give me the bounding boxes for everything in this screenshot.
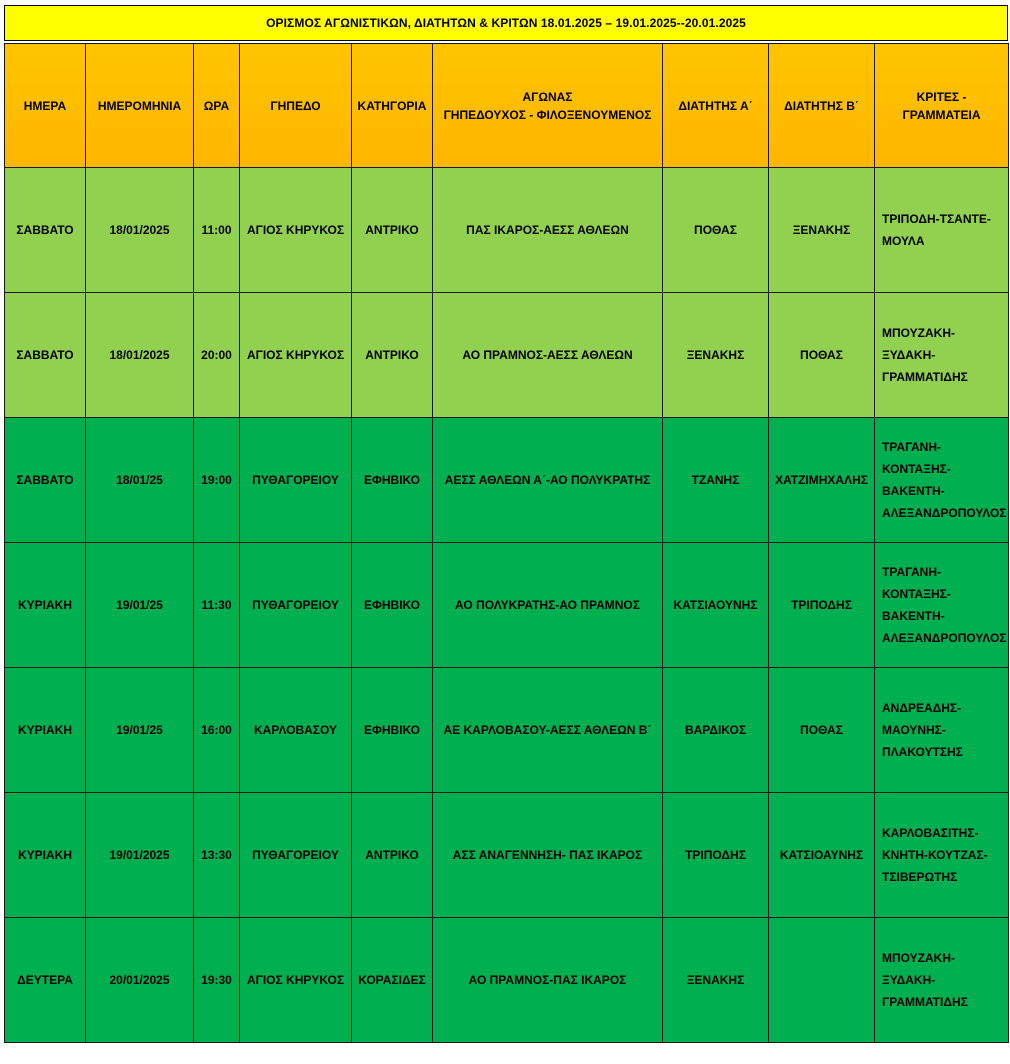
table-header: [5, 44, 1009, 168]
date-cell: 18/01/2025: [86, 168, 194, 293]
table-row: [5, 293, 1009, 418]
judge-line: ΤΡΙΠΟΔΗ-ΤΣΑΝΤΕ-: [882, 212, 991, 226]
category-cell: ΕΦΗΒΙΚΟ: [352, 543, 433, 668]
referee-a-cell: ΚΑΤΣΙΑΟΥΝΗΣ: [663, 543, 769, 668]
judge-line: ΓΡΑΜΜΑΤΙΔΗΣ: [882, 995, 968, 1009]
table-row: [5, 168, 1009, 293]
day-cell: ΚΥΡΙΑΚΗ: [5, 668, 86, 793]
header-date: ΗΜΕΡΟΜΗΝΙΑ: [86, 44, 194, 168]
match-cell: ΑΟ ΠΟΛΥΚΡΑΤΗΣ-ΑΟ ΠΡΑΜΝΟΣ: [433, 543, 663, 668]
judge-line: ΜΑΟΥΝΗΣ-: [882, 723, 946, 737]
table-row: [5, 668, 1009, 793]
match-cell: ΑΕΣΣ ΑΘΛΕΩΝ Α΄-ΑΟ ΠΟΛΥΚΡΑΤΗΣ: [433, 418, 663, 543]
header-ref-b: ΔΙΑΤΗΤΗΣ Β΄: [769, 44, 875, 168]
match-cell: ΑΟ ΠΡΑΜΝΟΣ-ΑΕΣΣ ΑΘΛΕΩΝ: [433, 293, 663, 418]
judge-line: ΜΠΟΥΖΑΚΗ-: [882, 326, 955, 340]
judge-line: ΒΑΚΕΝΤΗ-: [882, 484, 945, 498]
time-cell: 13:30: [194, 793, 240, 918]
header-judges: [875, 44, 1009, 168]
category-cell: ΑΝΤΡΙΚΟ: [352, 168, 433, 293]
venue-cell: ΑΓΙΟΣ ΚΗΡΥΚΟΣ: [240, 918, 352, 1043]
date-cell: 18/01/25: [86, 418, 194, 543]
category-cell: ΕΦΗΒΙΚΟ: [352, 668, 433, 793]
category-cell: ΑΝΤΡΙΚΟ: [352, 293, 433, 418]
venue-cell: ΠΥΘΑΓΟΡΕΙΟΥ: [240, 543, 352, 668]
judge-line: ΠΛΑΚΟΥΤΣΗΣ: [882, 745, 963, 759]
sheet-title: ΟΡΙΣΜΟΣ ΑΓΩΝΙΣΤΙΚΩΝ, ΔΙΑΤΗΤΩΝ & ΚΡΙΤΩΝ 18.01.2025 – 19.01.2025--20.01.2025: [4, 5, 1008, 41]
header-venue: ΓΗΠΕΔΟ: [240, 44, 352, 168]
match-cell: ΑΟ ΠΡΑΜΝΟΣ-ΠΑΣ ΙΚΑΡΟΣ: [433, 918, 663, 1043]
judge-line: ΑΛΕΞΑΝΔΡΟΠΟΥΛΟΣ: [882, 631, 1007, 645]
referee-b-cell: ΠΟΘΑΣ: [769, 293, 875, 418]
judge-line: ΚΟΝΤΑΞΗΣ-: [882, 587, 951, 601]
day-cell: ΔΕΥΤΕΡΑ: [5, 918, 86, 1043]
referee-b-cell: [769, 918, 875, 1043]
referee-a-cell: ΤΡΙΠΟΔΗΣ: [663, 793, 769, 918]
time-cell: 16:00: [194, 668, 240, 793]
judge-line: ΓΡΑΜΜΑΤΙΔΗΣ: [882, 370, 968, 384]
header-match-line2: ΓΗΠΕΔΟΥΧΟΣ - ΦΙΛΟΞΕΝΟΥΜΕΝΟΣ: [443, 107, 652, 122]
header-judges-line1: ΚΡΙΤΕΣ -: [916, 89, 967, 104]
judge-line: ΚΟΝΤΑΞΗΣ-: [882, 462, 951, 476]
referee-b-cell: ΤΡΙΠΟΔΗΣ: [769, 543, 875, 668]
judge-line: ΞΥΔΑΚΗ-: [882, 973, 936, 987]
referee-b-cell: ΞΕΝΑΚΗΣ: [769, 168, 875, 293]
referee-a-cell: ΒΑΡΔΙΚΟΣ: [663, 668, 769, 793]
table-row: [5, 418, 1009, 543]
header-judges-line2: ΓΡΑΜΜΑΤΕΙΑ: [902, 107, 981, 122]
judges-cell: [875, 918, 1009, 1043]
judges-cell: [875, 543, 1009, 668]
referee-b-cell: ΠΟΘΑΣ: [769, 668, 875, 793]
header-time: ΩΡΑ: [194, 44, 240, 168]
schedule-table: [4, 43, 1009, 1043]
venue-cell: ΠΥΘΑΓΟΡΕΙΟΥ: [240, 418, 352, 543]
venue-cell: ΠΥΘΑΓΟΡΕΙΟΥ: [240, 793, 352, 918]
date-cell: 18/01/2025: [86, 293, 194, 418]
time-cell: 19:00: [194, 418, 240, 543]
date-cell: 19/01/25: [86, 543, 194, 668]
time-cell: 19:30: [194, 918, 240, 1043]
judge-line: ΑΝΔΡΕΑΔΗΣ-: [882, 701, 962, 715]
judge-line: ΤΡΑΓΑΝΗ-: [882, 440, 942, 454]
judge-line: ΤΡΑΓΑΝΗ-: [882, 565, 942, 579]
judges-cell: [875, 293, 1009, 418]
day-cell: ΣΑΒΒΑΤΟ: [5, 293, 86, 418]
day-cell: ΣΑΒΒΑΤΟ: [5, 168, 86, 293]
judge-line: ΚΝΗΤΗ-ΚΟΥΤΖΑΣ-: [882, 848, 988, 862]
table-body: [5, 168, 1009, 1043]
category-cell: ΑΝΤΡΙΚΟ: [352, 793, 433, 918]
category-cell: ΕΦΗΒΙΚΟ: [352, 418, 433, 543]
table-row: [5, 793, 1009, 918]
category-cell: ΚΟΡΑΣΙΔΕΣ: [352, 918, 433, 1043]
table-row: [5, 918, 1009, 1043]
schedule-sheet: [4, 5, 1008, 1043]
judges-cell: [875, 793, 1009, 918]
date-cell: 20/01/2025: [86, 918, 194, 1043]
match-cell: ΑΣΣ ΑΝΑΓΕΝΝΗΣΗ- ΠΑΣ ΙΚΑΡΟΣ: [433, 793, 663, 918]
judge-line: ΒΑΚΕΝΤΗ-: [882, 609, 945, 623]
time-cell: 20:00: [194, 293, 240, 418]
header-day: ΗΜΕΡΑ: [5, 44, 86, 168]
match-cell: ΠΑΣ ΙΚΑΡΟΣ-ΑΕΣΣ ΑΘΛΕΩΝ: [433, 168, 663, 293]
date-cell: 19/01/25: [86, 668, 194, 793]
judge-line: ΤΣΙΒΕΡΩΤΗΣ: [882, 870, 958, 884]
header-match: [433, 44, 663, 168]
judges-cell: [875, 668, 1009, 793]
table-row: [5, 543, 1009, 668]
time-cell: 11:00: [194, 168, 240, 293]
referee-a-cell: ΞΕΝΑΚΗΣ: [663, 293, 769, 418]
venue-cell: ΚΑΡΛΟΒΑΣΟΥ: [240, 668, 352, 793]
header-category: ΚΑΤΗΓΟΡΙΑ: [352, 44, 433, 168]
date-cell: 19/01/2025: [86, 793, 194, 918]
match-cell: ΑΕ ΚΑΡΛΟΒΑΣΟΥ-ΑΕΣΣ ΑΘΛΕΩΝ Β΄: [433, 668, 663, 793]
judges-cell: [875, 168, 1009, 293]
day-cell: ΚΥΡΙΑΚΗ: [5, 793, 86, 918]
header-ref-a: ΔΙΑΤΗΤΗΣ Α΄: [663, 44, 769, 168]
referee-b-cell: ΧΑΤΖΙΜΗΧΑΛΗΣ: [769, 418, 875, 543]
referee-a-cell: ΞΕΝΑΚΗΣ: [663, 918, 769, 1043]
judge-line: ΜΠΟΥΖΑΚΗ-: [882, 951, 955, 965]
referee-b-cell: ΚΑΤΣΙΟΑΥΝΗΣ: [769, 793, 875, 918]
venue-cell: ΑΓΙΟΣ ΚΗΡΥΚΟΣ: [240, 168, 352, 293]
time-cell: 11:30: [194, 543, 240, 668]
judge-line: ΜΟΥΛΑ: [882, 234, 925, 248]
judge-line: ΞΥΔΑΚΗ-: [882, 348, 936, 362]
day-cell: ΚΥΡΙΑΚΗ: [5, 543, 86, 668]
referee-a-cell: ΠΟΘΑΣ: [663, 168, 769, 293]
header-row: [5, 44, 1009, 168]
header-match-line1: ΑΓΩΝΑΣ: [522, 89, 573, 104]
referee-a-cell: ΤΖΑΝΗΣ: [663, 418, 769, 543]
judge-line: ΚΑΡΛΟΒΑΣΙΤΗΣ-: [882, 826, 979, 840]
venue-cell: ΑΓΙΟΣ ΚΗΡΥΚΟΣ: [240, 293, 352, 418]
judge-line: ΑΛΕΞΑΝΔΡΟΠΟΥΛΟΣ: [882, 506, 1007, 520]
day-cell: ΣΑΒΒΑΤΟ: [5, 418, 86, 543]
judges-cell: [875, 418, 1009, 543]
